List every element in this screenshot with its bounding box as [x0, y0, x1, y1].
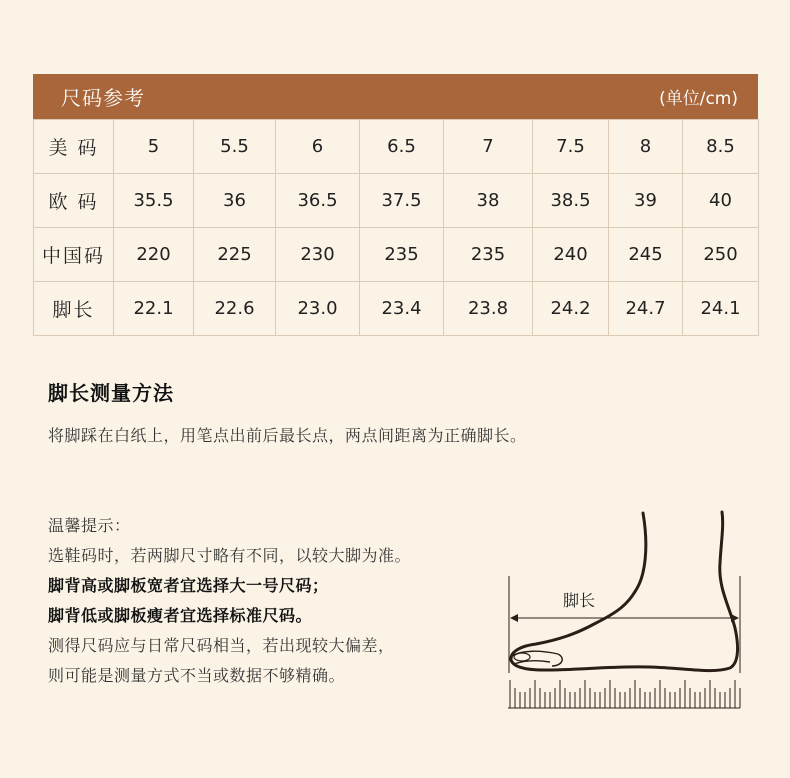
size-cell: 22.6: [194, 282, 276, 336]
size-cell: 38: [444, 174, 533, 228]
row-label: 美 码: [34, 120, 114, 174]
size-cell: 240: [533, 228, 609, 282]
size-cell: 6: [276, 120, 360, 174]
table-row: [34, 174, 759, 228]
size-cell: 23.4: [360, 282, 444, 336]
size-cell: 225: [194, 228, 276, 282]
size-cell: 6.5: [360, 120, 444, 174]
size-cell: 8.5: [683, 120, 759, 174]
arrow-left-head: [510, 614, 518, 622]
table-row: [34, 228, 759, 282]
table-row: [34, 282, 759, 336]
tip-line: 脚背低或脚板瘦者宜选择标准尺码。: [48, 606, 313, 625]
size-cell: 5.5: [194, 120, 276, 174]
tip-line: 脚背高或脚板宽者宜选择大一号尺码；: [48, 576, 329, 595]
size-cell: 7.5: [533, 120, 609, 174]
tips-title: 温馨提示：: [48, 516, 131, 535]
size-cell: 40: [683, 174, 759, 228]
size-cell: 38.5: [533, 174, 609, 228]
size-cell: 22.1: [114, 282, 194, 336]
size-cell: 245: [609, 228, 683, 282]
table-header: [33, 74, 758, 119]
size-cell: 24.7: [609, 282, 683, 336]
foot-length-label: 脚长: [562, 591, 596, 610]
table-title: 尺码参考: [61, 86, 145, 110]
size-cell: 7: [444, 120, 533, 174]
size-cell: 24.1: [683, 282, 759, 336]
size-cell: 23.8: [444, 282, 533, 336]
tips-section: [48, 511, 478, 691]
size-grid: [33, 119, 759, 336]
size-cell: 8: [609, 120, 683, 174]
size-cell: 5: [114, 120, 194, 174]
foot-measure-illustration: [500, 508, 750, 718]
tip-line: 测得尺码应与日常尺码相当，若出现较大偏差，: [48, 636, 395, 655]
size-cell: 37.5: [360, 174, 444, 228]
table-unit: (单位/cm): [659, 89, 738, 109]
size-cell: 230: [276, 228, 360, 282]
size-cell: 36.5: [276, 174, 360, 228]
tip-line: 选鞋码时，若两脚尺寸略有不同，以较大脚为准。: [48, 546, 412, 565]
size-cell: 235: [360, 228, 444, 282]
tip-line: 则可能是测量方式不当或数据不够精确。: [48, 666, 346, 685]
table-row: [34, 120, 759, 174]
size-cell: 23.0: [276, 282, 360, 336]
size-cell: 220: [114, 228, 194, 282]
size-cell: 250: [683, 228, 759, 282]
row-label: 中国码: [34, 228, 114, 282]
size-cell: 235: [444, 228, 533, 282]
size-table: [33, 74, 758, 336]
measure-description: 将脚踩在白纸上，用笔点出前后最长点，两点间距离为正确脚长。: [48, 426, 527, 445]
size-cell: 24.2: [533, 282, 609, 336]
arrow-right-head: [731, 614, 739, 622]
size-cell: 35.5: [114, 174, 194, 228]
measure-title: 脚长测量方法: [48, 381, 174, 405]
size-cell: 36: [194, 174, 276, 228]
ruler: [510, 680, 740, 708]
row-label: 脚长: [34, 282, 114, 336]
foot-outline: [511, 512, 738, 671]
size-cell: 39: [609, 174, 683, 228]
row-label: 欧 码: [34, 174, 114, 228]
big-toenail: [514, 653, 530, 661]
